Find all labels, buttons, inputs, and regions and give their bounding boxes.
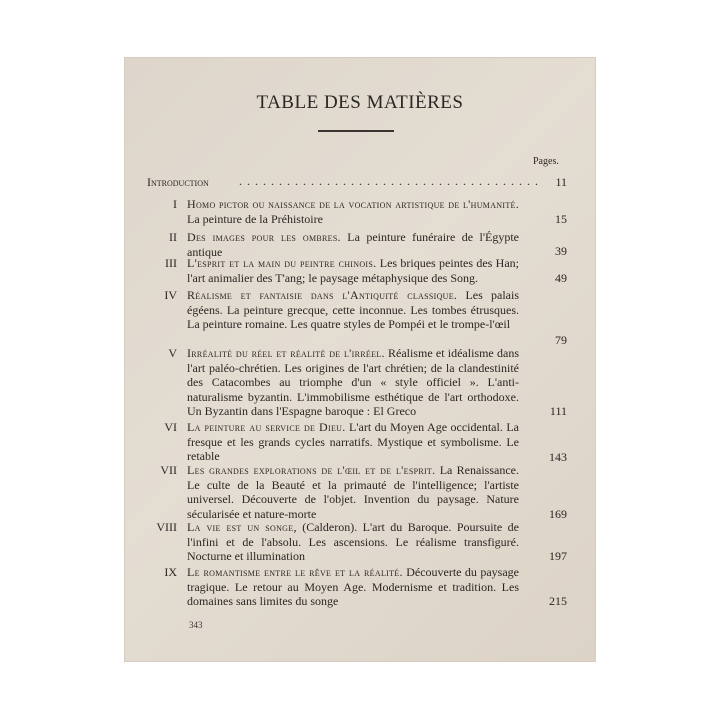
dot-leader: . . . . . . . . . . . . . . . . . . . . . . . . . . . . . . . . . . . . . .	[239, 174, 539, 188]
chapter-subjects: Découverte du paysage tragique. Le retour au Moyen Age. Modernisme et tradition. Les domaines sans limites du songe	[187, 565, 520, 609]
chapter-description	[187, 463, 519, 521]
chapter-title: La vie est un songe,	[187, 520, 297, 534]
chapter-description	[187, 288, 519, 332]
chapter-subjects: (Calderon). L'art du Baroque. Poursuite de l'infini et de l'absolu. Les ascensions. Le réalisme transfiguré. Nocturne et illumination	[187, 520, 519, 564]
chapter-number: IX	[164, 565, 177, 579]
chapter-number: IV	[164, 288, 177, 302]
chapter-description	[187, 346, 519, 419]
chapter-page-number: 215	[549, 594, 567, 608]
page-title: TABLE DES MATIÈRES	[256, 92, 464, 113]
chapter-number: I	[173, 197, 177, 211]
chapter-number: VI	[164, 420, 177, 434]
chapter-page-number: 143	[549, 450, 567, 464]
chapter-page-number: 79	[555, 333, 567, 347]
chapter-page-number: 111	[549, 404, 567, 418]
chapter-number: VIII	[156, 520, 177, 534]
chapter-title: La peinture au service de Dieu.	[187, 420, 346, 434]
chapter-subjects: Réalisme et idéalisme dans l'art paléo-chrétien. Les origines de l'art chrétien; de la clandestinité des Catacombes au triomphe d'un « style officiel ». L'anti-naturalisme byzantin. L'immobilisme esthétique de l'art orthodoxe. Un Byzantin dans l'Espagne baroque : El Greco	[187, 346, 519, 419]
chapter-description	[187, 520, 519, 564]
chapter-description	[187, 197, 519, 226]
chapter-title: L'esprit et la main du peintre chinois.	[187, 256, 377, 270]
chapter-subjects: La Renaissance. Le culte de la Beauté et la primauté de l'intelligence; l'artiste universel. Découverte de l'objet. Invention du paysage. Nature sécularisée et nature-morte	[187, 463, 519, 521]
chapter-description	[187, 565, 519, 609]
toc-entry-introduction	[147, 175, 567, 190]
chapter-title: Homo pictor ou naissance de la vocation artistique de l'humanité.	[187, 197, 519, 211]
introduction-label: Introduction	[147, 175, 209, 189]
introduction-page: 11	[555, 175, 567, 189]
folio-number: 343	[189, 620, 203, 630]
chapter-page-number: 15	[555, 212, 567, 226]
chapter-title: Les grandes explorations de l'œil et de l'esprit.	[187, 463, 436, 477]
pages-column-header: Pages.	[533, 156, 559, 167]
chapter-subjects: La peinture de la Préhistoire	[187, 211, 323, 226]
chapter-number: II	[169, 230, 177, 244]
chapter-title: Le romantisme entre le rêve et la réalité.	[187, 565, 403, 579]
chapter-number: VII	[160, 463, 177, 477]
title-rule	[318, 130, 394, 132]
chapter-subjects: L'art du Moyen Age occidental. La fresque et les grands cycles narratifs. Mystique et symbolisme. Le retable	[187, 420, 519, 464]
chapter-number: V	[168, 346, 177, 360]
chapter-page-number: 39	[555, 244, 567, 258]
chapter-page-number: 197	[549, 549, 567, 563]
chapter-title: Réalisme et fantaisie dans l'Antiquité classique.	[187, 288, 458, 302]
chapter-subjects: Les briques peintes des Han; l'art animalier des T'ang; le paysage métaphysique des Song.	[187, 256, 519, 285]
chapter-page-number: 169	[549, 507, 567, 521]
chapter-number: III	[165, 256, 177, 270]
chapter-page-number: 49	[555, 271, 567, 285]
chapter-subjects: Les palais égéens. La peinture grecque, cette inconnue. Les tombes étrusques. La peinture romaine. Les quatre styles de Pompéi et le trompe-l'œil	[187, 288, 519, 332]
chapter-description	[187, 420, 519, 464]
chapter-title: Des images pour les ombres.	[187, 230, 341, 244]
chapter-subjects: La peinture funéraire de l'Égypte antique	[187, 230, 520, 259]
chapter-description	[187, 230, 519, 259]
chapter-description	[187, 256, 519, 285]
chapter-title: Irréalité du réel et réalité de l'irréel.	[187, 346, 385, 360]
